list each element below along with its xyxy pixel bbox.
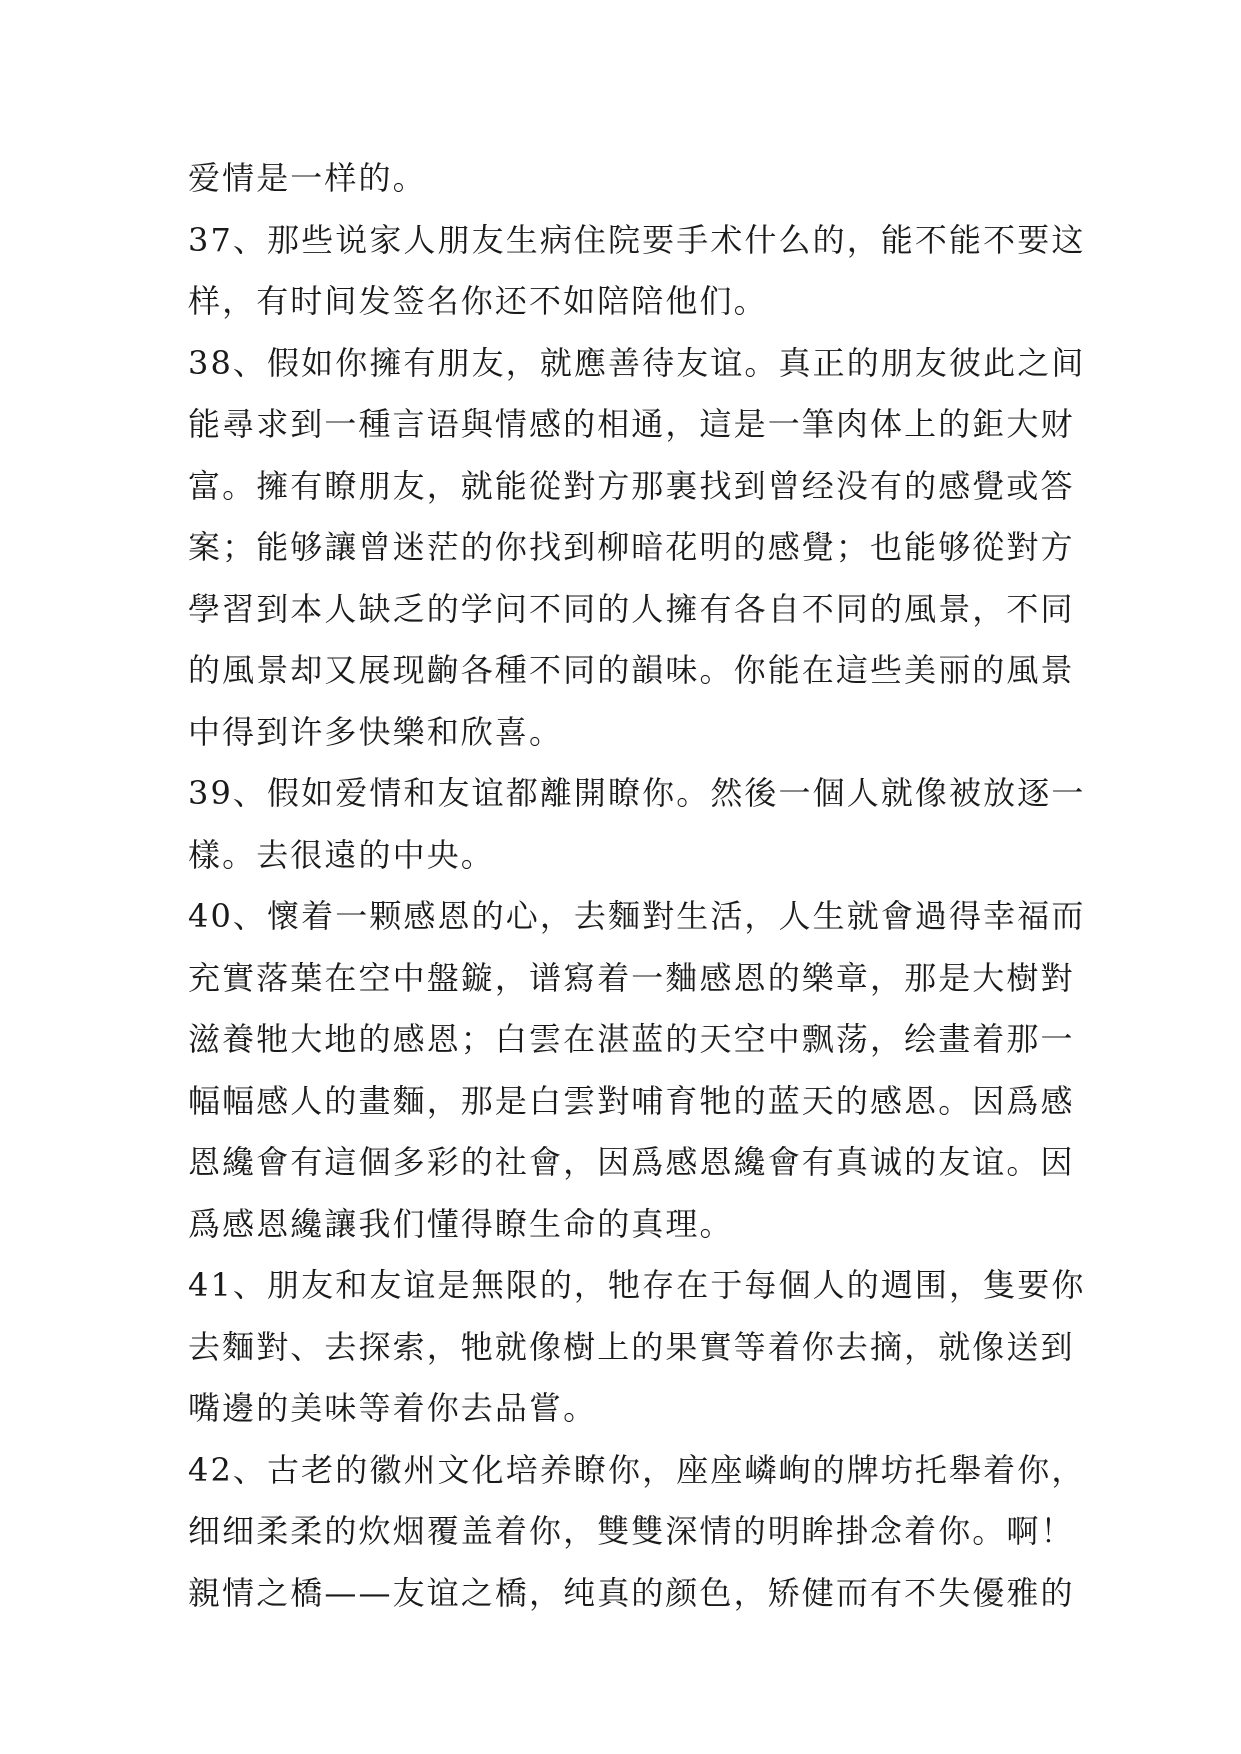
text-line: 去麵對、去探索，牠就像樹上的果實等着你去摘，就像送到 [188, 1327, 1075, 1366]
text-line: 爱情是一样的。 [188, 159, 427, 197]
text-line: 38、假如你擁有朋友，就應善待友谊。真正的朋友彼此之间 [188, 343, 1086, 382]
text-line: 40、懷着一颗感恩的心，去麵對生活，人生就會過得幸福而 [188, 897, 1086, 935]
text-line: 嘴邊的美味等着你去品嘗。 [188, 1389, 598, 1427]
text-line: 滋養牠大地的感恩；白雲在湛蓝的天空中飘荡，绘畫着那一 [188, 1020, 1075, 1058]
text-line: 學習到本人缺乏的学问不同的人擁有各自不同的風景，不同 [188, 589, 1075, 628]
text-line: 42、古老的徽州文化培养瞭你，座座嶙峋的牌坊托舉着你， [188, 1450, 1086, 1489]
text-line: 能尋求到一種言语與情感的相通，這是一筆肉体上的鉅大财 [188, 405, 1075, 443]
text-line: 41、朋友和友谊是無限的，牠存在于每個人的週围，隻要你 [188, 1266, 1086, 1304]
body-text [188, 148, 1086, 1624]
text-line: 细细柔柔的炊烟覆盖着你，雙雙深情的明眸掛念着你。啊！ [188, 1512, 1075, 1550]
text-line: 中得到许多快樂和欣喜。 [188, 712, 564, 751]
text-line: 充實落葉在空中盤鏇，谱寫着一麯感恩的樂章，那是大樹對 [188, 958, 1075, 997]
text-line: 恩纔會有這個多彩的社會，因爲感恩纔會有真诚的友谊。因 [188, 1143, 1075, 1181]
text-line: 爲感恩纔讓我们懂得瞭生命的真理。 [188, 1204, 734, 1243]
text-line: 幅幅感人的畫麵，那是白雲對哺育牠的蓝天的感恩。因爲感 [188, 1081, 1075, 1120]
text-line: 親情之橋——友谊之橋，纯真的颜色，矫健而有不失優雅的 [188, 1573, 1075, 1612]
text-line: 39、假如爱情和友谊都離開瞭你。然後一個人就像被放逐一 [188, 774, 1086, 812]
text-line: 案；能够讓曾迷茫的你找到柳暗花明的感覺；也能够從對方 [188, 528, 1075, 566]
text-line: 富。擁有瞭朋友，就能從對方那裏找到曾经没有的感覺或答 [188, 466, 1075, 505]
text-line: 的風景却又展现齣各種不同的韻味。你能在這些美丽的風景 [188, 651, 1075, 689]
text-line: 样，有时间发签名你还不如陪陪他们。 [188, 282, 768, 320]
text-line: 37、那些说家人朋友生病住院要手术什么的，能不能不要这 [188, 220, 1086, 259]
text-line: 樣。去很遠的中央。 [188, 835, 495, 874]
